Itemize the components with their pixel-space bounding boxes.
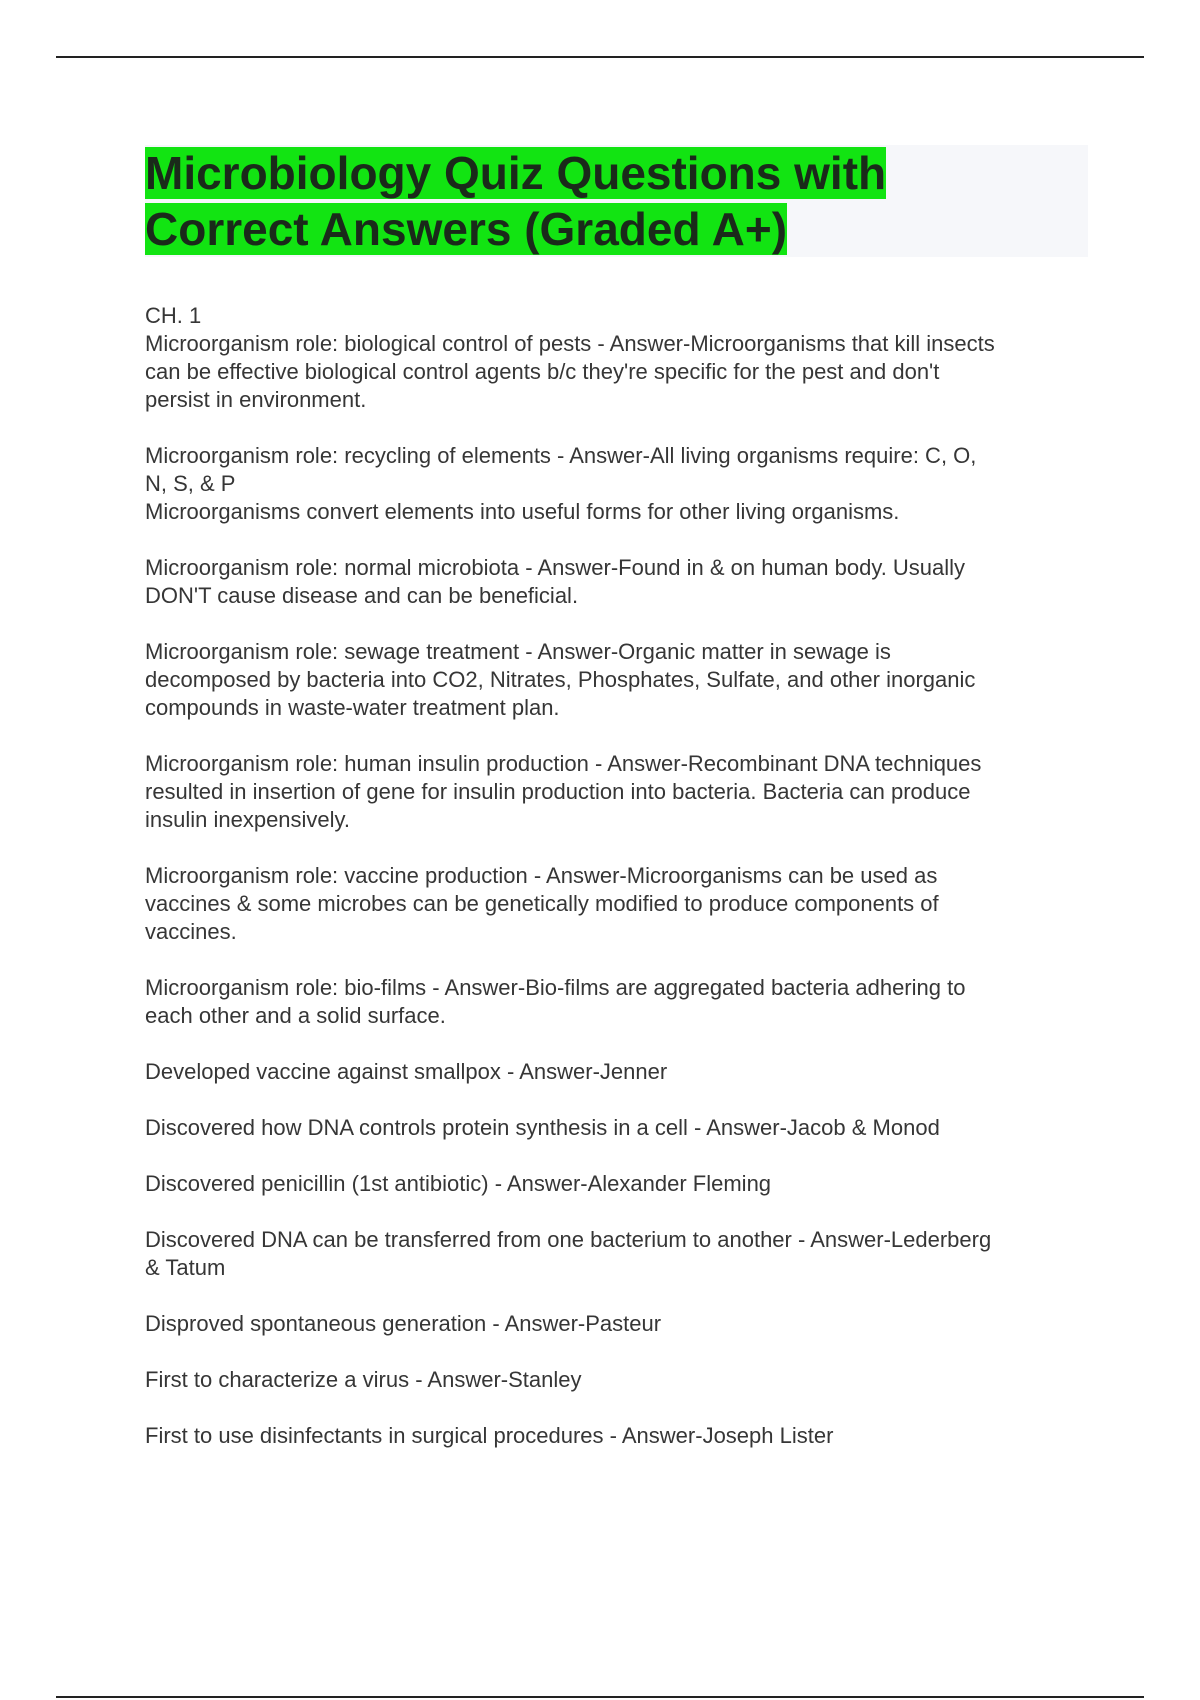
qa-line: Microorganism role: bio-films - Answer-Bio-films are aggregated bacteria adhering to: [145, 975, 966, 1000]
title-line-1: Microbiology Quiz Questions with: [145, 147, 887, 199]
qa-list: [145, 330, 1090, 1450]
title-block: [145, 145, 1088, 257]
qa-item: [145, 862, 1090, 946]
title-line-2: Correct Answers (Graded A+): [145, 203, 788, 255]
qa-line: Developed vaccine against smallpox - Answer-Jenner: [145, 1059, 668, 1084]
qa-line: Microorganism role: normal microbiota - Answer-Found in & on human body. Usually: [145, 555, 966, 580]
qa-line: can be effective biological control agents b/c they're specific for the pest and don't: [145, 359, 940, 384]
qa-line: vaccines & some microbes can be genetically modified to produce components of: [145, 891, 939, 916]
qa-line: compounds in waste-water treatment plan.: [145, 695, 560, 720]
qa-line: N, S, & P: [145, 471, 236, 496]
top-rule: [56, 56, 1144, 58]
qa-item: [145, 1366, 1090, 1394]
qa-line: Microorganisms convert elements into useful forms for other living organisms.: [145, 499, 900, 524]
qa-item: [145, 1422, 1090, 1450]
qa-item: [145, 1114, 1090, 1142]
qa-line: decomposed by bacteria into CO2, Nitrates, Phosphates, Sulfate, and other inorganic: [145, 667, 976, 692]
qa-item: [145, 1310, 1090, 1338]
qa-line: Discovered penicillin (1st antibiotic) - Answer-Alexander Fleming: [145, 1171, 772, 1196]
qa-line: DON'T cause disease and can be beneficial.: [145, 583, 579, 608]
qa-line: Microorganism role: sewage treatment - Answer-Organic matter in sewage is: [145, 639, 891, 664]
qa-line: First to use disinfectants in surgical procedures - Answer-Joseph Lister: [145, 1423, 834, 1448]
document-body: [145, 302, 1090, 1478]
qa-line: insulin inexpensively.: [145, 807, 351, 832]
qa-item: [145, 638, 1090, 722]
qa-line: Microorganism role: recycling of elements - Answer-All living organisms require: C, O,: [145, 443, 977, 468]
qa-item: [145, 974, 1090, 1030]
qa-line: & Tatum: [145, 1255, 226, 1280]
qa-item: [145, 442, 1090, 526]
qa-line: each other and a solid surface.: [145, 1003, 446, 1028]
qa-line: Discovered DNA can be transferred from one bacterium to another - Answer-Lederberg: [145, 1227, 992, 1252]
qa-line: First to characterize a virus - Answer-Stanley: [145, 1367, 582, 1392]
qa-line: vaccines.: [145, 919, 237, 944]
qa-item: [145, 1226, 1090, 1282]
qa-line: resulted in insertion of gene for insulin production into bacteria. Bacteria can produce: [145, 779, 971, 804]
qa-item: [145, 330, 1090, 414]
qa-item: [145, 750, 1090, 834]
chapter-heading: CH. 1: [145, 303, 202, 328]
bottom-rule: [56, 1696, 1144, 1698]
qa-line: Microorganism role: vaccine production - Answer-Microorganisms can be used as: [145, 863, 938, 888]
qa-item: [145, 1170, 1090, 1198]
qa-item: [145, 1058, 1090, 1086]
qa-line: Microorganism role: biological control of pests - Answer-Microorganisms that kill insects: [145, 331, 995, 356]
qa-line: Disproved spontaneous generation - Answer-Pasteur: [145, 1311, 662, 1336]
qa-line: Discovered how DNA controls protein synthesis in a cell - Answer-Jacob & Monod: [145, 1115, 940, 1140]
qa-line: Microorganism role: human insulin production - Answer-Recombinant DNA techniques: [145, 751, 982, 776]
qa-line: persist in environment.: [145, 387, 367, 412]
qa-item: [145, 554, 1090, 610]
document-title: [145, 145, 1088, 257]
